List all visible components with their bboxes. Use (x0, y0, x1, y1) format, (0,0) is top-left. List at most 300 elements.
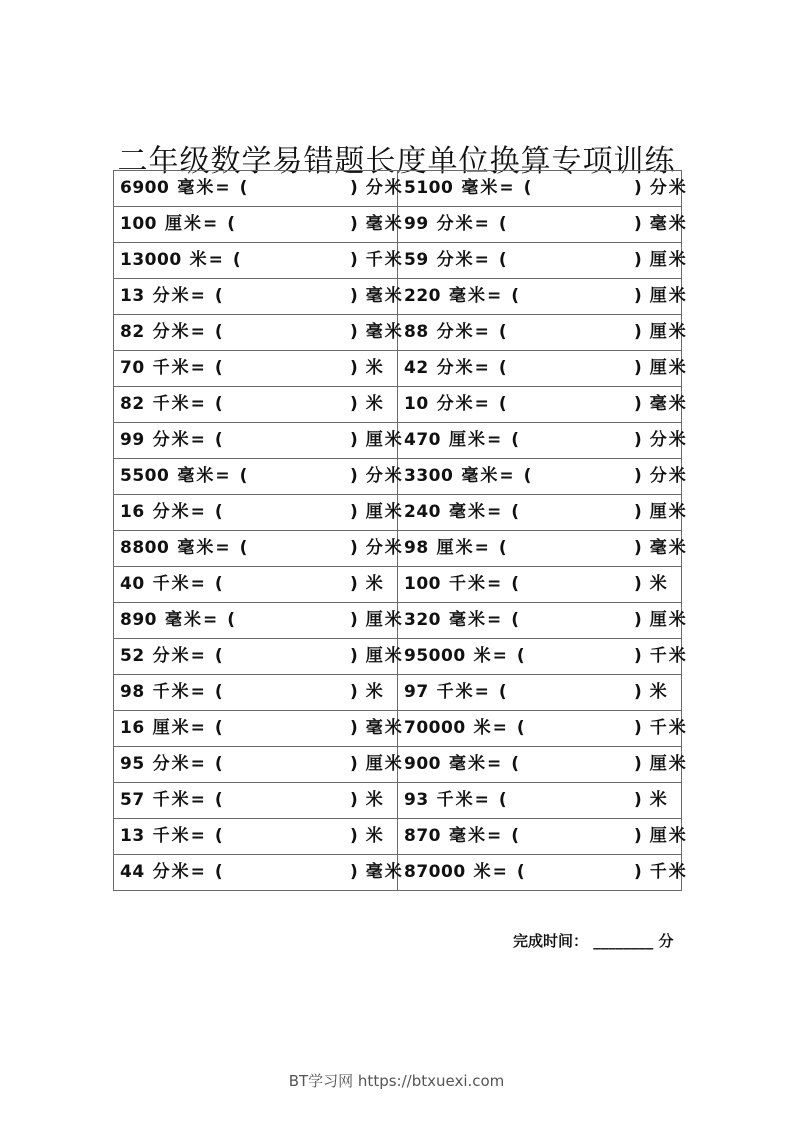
open-paren: ( (516, 862, 525, 882)
question-value: 890 (120, 610, 157, 630)
question-suffix (350, 531, 404, 566)
table-row (114, 783, 682, 819)
question-suffix (634, 639, 688, 674)
question-value: 16 (120, 502, 145, 522)
question-prefix (120, 747, 223, 782)
question-prefix (404, 495, 519, 530)
question-suffix (634, 315, 688, 350)
equals-sign: = (474, 538, 489, 558)
open-paren: ( (214, 826, 223, 846)
target-unit: 厘米 (649, 754, 688, 774)
exercise-cell-left (114, 531, 404, 567)
equals-sign: = (190, 358, 205, 378)
question-prefix (404, 351, 507, 386)
open-paren: ( (511, 574, 520, 594)
target-unit: 千米 (649, 718, 688, 738)
source-unit: 毫米 (449, 610, 487, 630)
equals-sign: = (499, 466, 514, 486)
open-paren: ( (511, 826, 520, 846)
target-unit: 毫米 (649, 214, 688, 234)
equals-sign: = (190, 682, 205, 702)
completion-time-label: 完成时间： (513, 932, 589, 950)
question-prefix (404, 639, 525, 674)
table-row (114, 423, 682, 459)
question-value: 70 (120, 358, 145, 378)
close-paren: ) (634, 718, 642, 738)
equals-sign: = (190, 646, 205, 666)
equals-sign: = (474, 682, 489, 702)
question-value: 220 (404, 286, 441, 306)
open-paren: ( (511, 754, 520, 774)
exercise-cell-left (114, 315, 404, 351)
question-value: 95000 (404, 646, 466, 666)
source-unit: 千米 (436, 682, 475, 702)
open-paren: ( (498, 538, 507, 558)
equals-sign: = (215, 178, 230, 198)
source-unit: 分米 (152, 646, 191, 666)
question-suffix (634, 171, 688, 206)
equals-sign: = (474, 394, 489, 414)
question-prefix (404, 531, 507, 566)
target-unit: 厘米 (365, 610, 404, 630)
close-paren: ) (634, 178, 642, 198)
target-unit: 米 (649, 682, 669, 702)
close-paren: ) (350, 826, 358, 846)
target-unit: 米 (365, 790, 385, 810)
source-unit: 千米 (152, 682, 191, 702)
open-paren: ( (239, 466, 248, 486)
equals-sign: = (215, 466, 230, 486)
equals-sign: = (190, 826, 205, 846)
exercise-cell-right (398, 279, 688, 315)
question-suffix (350, 567, 385, 602)
question-value: 42 (404, 358, 429, 378)
question-suffix (634, 423, 688, 458)
table-row (114, 495, 682, 531)
question-suffix (350, 675, 385, 710)
question-value: 3300 (404, 466, 454, 486)
question-value: 5500 (120, 466, 170, 486)
open-paren: ( (516, 646, 525, 666)
table-row (114, 315, 682, 351)
exercise-cell-right (398, 783, 682, 819)
question-suffix (634, 675, 669, 710)
question-prefix (120, 495, 223, 530)
target-unit: 厘米 (365, 502, 404, 522)
equals-sign: = (190, 862, 205, 882)
target-unit: 米 (365, 574, 385, 594)
open-paren: ( (214, 754, 223, 774)
question-value: 13 (120, 826, 145, 846)
exercise-cell-left (114, 495, 404, 531)
source-unit: 毫米 (177, 178, 216, 198)
equals-sign: = (203, 214, 218, 234)
source-unit: 分米 (152, 862, 191, 882)
question-suffix (350, 315, 404, 350)
question-suffix (634, 351, 688, 386)
question-suffix (634, 603, 688, 638)
table-row (114, 747, 682, 783)
question-value: 470 (404, 430, 441, 450)
table-row (114, 207, 682, 243)
exercise-table-body (114, 171, 688, 891)
open-paren: ( (511, 502, 520, 522)
exercise-cell-left (114, 459, 404, 495)
source-unit: 毫米 (461, 466, 500, 486)
equals-sign: = (474, 322, 489, 342)
close-paren: ) (634, 610, 642, 630)
open-paren: ( (498, 322, 507, 342)
target-unit: 毫米 (365, 286, 404, 306)
close-paren: ) (350, 682, 358, 702)
target-unit: 米 (365, 394, 385, 414)
exercise-cell-left (114, 171, 404, 207)
question-suffix (634, 531, 688, 566)
source-unit: 分米 (436, 394, 475, 414)
question-suffix (634, 747, 688, 782)
question-prefix (120, 855, 223, 890)
equals-sign: = (487, 286, 502, 306)
table-row (114, 711, 682, 747)
question-value: 16 (120, 718, 145, 738)
close-paren: ) (634, 862, 642, 882)
close-paren: ) (350, 538, 358, 558)
question-suffix (350, 351, 385, 386)
target-unit: 厘米 (649, 250, 688, 270)
source-unit: 千米 (152, 574, 191, 594)
close-paren: ) (634, 646, 642, 666)
close-paren: ) (350, 430, 358, 450)
target-unit: 毫米 (649, 394, 688, 414)
target-unit: 厘米 (365, 430, 404, 450)
exercise-cell-right (398, 351, 688, 387)
question-prefix (404, 243, 507, 278)
equals-sign: = (190, 394, 205, 414)
target-unit: 千米 (365, 250, 404, 270)
equals-sign: = (474, 214, 489, 234)
target-unit: 厘米 (649, 322, 688, 342)
question-prefix (120, 531, 247, 566)
open-paren: ( (214, 790, 223, 810)
equals-sign: = (492, 718, 507, 738)
target-unit: 分米 (365, 178, 404, 198)
close-paren: ) (350, 322, 358, 342)
close-paren: ) (350, 466, 358, 486)
question-value: 320 (404, 610, 441, 630)
open-paren: ( (214, 862, 223, 882)
close-paren: ) (634, 754, 642, 774)
close-paren: ) (634, 214, 642, 234)
source-unit: 千米 (152, 826, 191, 846)
question-value: 100 (120, 214, 157, 234)
question-suffix (350, 423, 404, 458)
target-unit: 毫米 (365, 718, 404, 738)
equals-sign: = (190, 790, 205, 810)
table-row (114, 171, 682, 207)
exercise-cell-left (114, 351, 398, 387)
source-unit: 厘米 (449, 430, 487, 450)
target-unit: 厘米 (365, 754, 404, 774)
exercise-cell-left (114, 747, 404, 783)
source-unit: 毫米 (177, 466, 216, 486)
source-unit: 米 (473, 862, 493, 882)
table-row (114, 819, 682, 855)
open-paren: ( (498, 682, 507, 702)
target-unit: 米 (649, 574, 669, 594)
close-paren: ) (350, 178, 358, 198)
source-unit: 米 (189, 250, 209, 270)
open-paren: ( (498, 250, 507, 270)
close-paren: ) (350, 862, 358, 882)
question-value: 57 (120, 790, 145, 810)
question-suffix (350, 495, 404, 530)
target-unit: 厘米 (649, 610, 688, 630)
question-value: 870 (404, 826, 441, 846)
question-suffix (350, 603, 404, 638)
equals-sign: = (215, 538, 230, 558)
question-prefix (120, 315, 223, 350)
source-unit: 毫米 (449, 502, 487, 522)
equals-sign: = (499, 178, 514, 198)
question-prefix (404, 675, 507, 710)
target-unit: 分米 (649, 430, 688, 450)
open-paren: ( (239, 178, 248, 198)
exercise-cell-right (398, 567, 682, 603)
close-paren: ) (634, 538, 642, 558)
open-paren: ( (498, 394, 507, 414)
exercise-cell-right (398, 423, 688, 459)
open-paren: ( (227, 214, 236, 234)
equals-sign: = (492, 646, 507, 666)
source-unit: 分米 (152, 502, 191, 522)
close-paren: ) (350, 250, 358, 270)
source-unit: 米 (473, 646, 493, 666)
question-suffix (634, 387, 688, 422)
target-unit: 千米 (649, 646, 688, 666)
close-paren: ) (634, 682, 642, 702)
close-paren: ) (350, 718, 358, 738)
question-suffix (634, 855, 688, 890)
close-paren: ) (634, 430, 642, 450)
open-paren: ( (214, 286, 223, 306)
source-unit: 千米 (152, 394, 191, 414)
target-unit: 分米 (649, 178, 688, 198)
question-prefix (404, 819, 519, 854)
question-suffix (634, 243, 688, 278)
table-row (114, 603, 682, 639)
equals-sign: = (487, 610, 502, 630)
exercise-cell-left (114, 243, 404, 279)
close-paren: ) (350, 286, 358, 306)
question-prefix (120, 279, 223, 314)
question-prefix (404, 315, 507, 350)
open-paren: ( (511, 610, 520, 630)
question-value: 6900 (120, 178, 170, 198)
target-unit: 米 (365, 682, 385, 702)
question-prefix (120, 639, 223, 674)
exercise-table (113, 170, 688, 891)
question-value: 240 (404, 502, 441, 522)
watermark: BT学习网 https://btxuexi.com (288, 1072, 505, 1090)
source-unit: 厘米 (152, 718, 191, 738)
target-unit: 厘米 (365, 646, 404, 666)
close-paren: ) (350, 394, 358, 414)
equals-sign: = (190, 502, 205, 522)
question-prefix (120, 675, 223, 710)
question-suffix (634, 279, 688, 314)
equals-sign: = (190, 322, 205, 342)
target-unit: 毫米 (365, 322, 404, 342)
equals-sign: = (474, 790, 489, 810)
exercise-cell-left (114, 711, 404, 747)
source-unit: 分米 (152, 754, 191, 774)
question-value: 59 (404, 250, 429, 270)
question-prefix (404, 603, 519, 638)
exercise-cell-right (398, 855, 688, 891)
open-paren: ( (214, 430, 223, 450)
table-row (114, 351, 682, 387)
exercise-cell-right (398, 315, 688, 351)
question-suffix (634, 567, 669, 602)
open-paren: ( (214, 682, 223, 702)
question-value: 70000 (404, 718, 466, 738)
question-suffix (634, 495, 688, 530)
close-paren: ) (634, 394, 642, 414)
completion-time-unit: 分 (658, 932, 674, 950)
question-value: 97 (404, 682, 429, 702)
question-suffix (350, 855, 404, 890)
table-row (114, 243, 682, 279)
question-suffix (634, 783, 669, 818)
exercise-cell-right (398, 747, 688, 783)
question-suffix (350, 639, 404, 674)
question-prefix (404, 711, 525, 746)
question-prefix (120, 207, 235, 242)
question-prefix (120, 819, 223, 854)
question-prefix (404, 387, 507, 422)
question-prefix (404, 747, 519, 782)
close-paren: ) (350, 502, 358, 522)
table-row (114, 855, 682, 891)
question-prefix (120, 783, 223, 818)
question-prefix (120, 567, 223, 602)
question-value: 8800 (120, 538, 170, 558)
source-unit: 分米 (436, 358, 475, 378)
equals-sign: = (190, 286, 205, 306)
question-value: 87000 (404, 862, 466, 882)
source-unit: 分米 (436, 214, 475, 234)
question-value: 88 (404, 322, 429, 342)
close-paren: ) (350, 214, 358, 234)
open-paren: ( (498, 358, 507, 378)
question-value: 98 (404, 538, 429, 558)
exercise-cell-right (398, 459, 688, 495)
question-prefix (120, 459, 247, 494)
exercise-cell-left (114, 783, 398, 819)
source-unit: 毫米 (449, 826, 487, 846)
source-unit: 毫米 (177, 538, 216, 558)
table-row (114, 675, 682, 711)
source-unit: 米 (473, 718, 493, 738)
target-unit: 厘米 (649, 502, 688, 522)
target-unit: 厘米 (649, 286, 688, 306)
close-paren: ) (350, 574, 358, 594)
target-unit: 分米 (649, 466, 688, 486)
question-prefix (404, 279, 519, 314)
question-suffix (350, 711, 404, 746)
question-suffix (350, 747, 404, 782)
source-unit: 千米 (436, 790, 475, 810)
source-unit: 分米 (152, 322, 191, 342)
target-unit: 毫米 (365, 214, 404, 234)
open-paren: ( (498, 790, 507, 810)
table-row (114, 459, 682, 495)
exercise-cell-left (114, 819, 398, 855)
source-unit: 分米 (436, 250, 475, 270)
table-row (114, 279, 682, 315)
completion-time (513, 930, 674, 951)
source-unit: 厘米 (436, 538, 475, 558)
exercise-cell-right (398, 207, 688, 243)
question-suffix (350, 459, 404, 494)
close-paren: ) (350, 610, 358, 630)
exercise-cell-right (398, 531, 688, 567)
exercise-cell-left (114, 567, 398, 603)
question-prefix (404, 567, 519, 602)
question-value: 10 (404, 394, 429, 414)
question-suffix (350, 387, 385, 422)
target-unit: 米 (649, 790, 669, 810)
close-paren: ) (634, 250, 642, 270)
equals-sign: = (474, 250, 489, 270)
equals-sign: = (487, 574, 502, 594)
exercise-cell-right (398, 171, 688, 207)
question-suffix (350, 207, 404, 242)
source-unit: 毫米 (449, 286, 487, 306)
completion-time-blank[interactable]: ________ (593, 932, 654, 950)
target-unit: 千米 (649, 862, 688, 882)
source-unit: 千米 (152, 790, 191, 810)
exercise-cell-right (398, 675, 682, 711)
open-paren: ( (214, 646, 223, 666)
exercise-cell-right (398, 819, 688, 855)
question-suffix (350, 783, 385, 818)
question-value: 99 (404, 214, 429, 234)
target-unit: 厘米 (649, 358, 688, 378)
close-paren: ) (350, 754, 358, 774)
question-value: 100 (404, 574, 441, 594)
exercise-cell-right (398, 603, 688, 639)
target-unit: 米 (365, 826, 385, 846)
close-paren: ) (350, 646, 358, 666)
open-paren: ( (511, 430, 520, 450)
exercise-cell-right (398, 387, 688, 423)
open-paren: ( (523, 466, 532, 486)
question-value: 13000 (120, 250, 182, 270)
question-prefix (120, 351, 223, 386)
exercise-cell-left (114, 387, 398, 423)
close-paren: ) (634, 466, 642, 486)
question-value: 52 (120, 646, 145, 666)
question-prefix (120, 243, 241, 278)
target-unit: 毫米 (365, 862, 404, 882)
open-paren: ( (214, 322, 223, 342)
source-unit: 毫米 (449, 754, 487, 774)
exercise-cell-left (114, 279, 404, 315)
question-prefix (120, 423, 223, 458)
question-suffix (634, 207, 688, 242)
question-suffix (350, 243, 404, 278)
